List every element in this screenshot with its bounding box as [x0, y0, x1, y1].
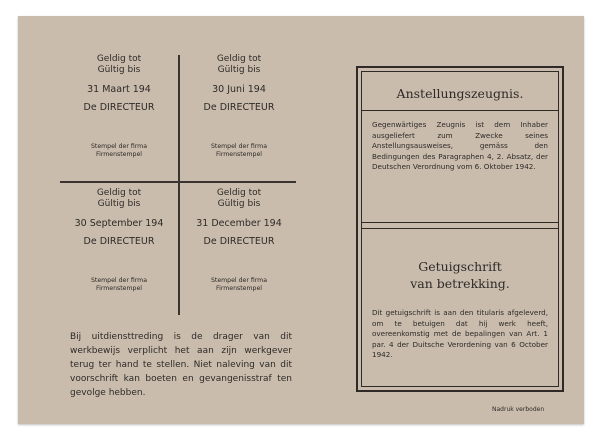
certificate-frame-inner	[361, 71, 559, 387]
validity-cell-q3	[60, 188, 178, 293]
title-rule	[362, 110, 558, 111]
stamp-label-de: Stempel der firma	[210, 143, 267, 150]
stamp-label-nl: Firmenstempel	[216, 285, 262, 292]
validity-date: 31 Maart 194	[87, 84, 151, 95]
director-label: De DIRECTEUR	[203, 236, 275, 247]
valid-until-de: Gültig bis	[97, 199, 141, 209]
valid-until-nl: Geldig tot	[216, 188, 262, 198]
grid-horizontal-divider	[60, 181, 296, 183]
section-rule	[362, 222, 558, 223]
stamp-label-de: Stempel der firma	[90, 143, 147, 150]
certificate-frame	[356, 66, 564, 392]
director-label: De DIRECTEUR	[203, 102, 275, 113]
section-rule	[362, 228, 558, 229]
work-certificate-card	[18, 16, 584, 424]
valid-until-nl: Geldig tot	[216, 54, 262, 64]
stamp-label-de: Stempel der firma	[210, 277, 267, 284]
validity-cell-q1	[60, 54, 178, 159]
dutch-title-line2: van betrekking.	[410, 276, 510, 291]
dutch-title	[362, 258, 558, 292]
return-notice: Bij uitdiensttreding is de drager van dit werkbewijs verplicht het aan zijn werkgever terug ter hand te stellen. Niet naleving van dit voorschrift kan boeten en gevangenisstraf ten gevolge hebben.	[70, 332, 292, 398]
stamp-label-nl: Firmenstempel	[96, 285, 142, 292]
stamp-label-nl: Firmenstempel	[96, 151, 142, 158]
dutch-text: Dit getuigschrift is aan den titularis afgeleverd, om te betuigen dat hij werk heeft, overeenkomstig met de bepalingen van Art. 1 par. 4 der Duitsche Verordening van 6 October 1942.	[372, 308, 548, 359]
valid-until-nl: Geldig tot	[96, 54, 142, 64]
german-text: Gegenwärtiges Zeugnis ist dem Inhaber ausgeliefert zum Zwecke seines Anstellungsausweises, gemäss den Bedingungen des Paragraphen 4, 2. Absatz, der Deutschen Verordnung vom 6. Oktober 1942.	[372, 120, 548, 171]
validity-cell-q4	[180, 188, 298, 293]
validity-date: 30 September 194	[74, 218, 164, 229]
valid-until-de: Gültig bis	[217, 199, 261, 209]
valid-until-de: Gültig bis	[217, 65, 261, 75]
imprint-notice: Nadruk verboden	[492, 406, 545, 413]
stamp-label-nl: Firmenstempel	[216, 151, 262, 158]
dutch-title-line1: Getuigschrift	[418, 259, 502, 274]
german-title: Anstellungszeugnis.	[396, 86, 524, 101]
validity-date: 31 December 194	[196, 218, 282, 229]
director-label: De DIRECTEUR	[83, 102, 155, 113]
stamp-label-de: Stempel der firma	[90, 277, 147, 284]
director-label: De DIRECTEUR	[83, 236, 155, 247]
valid-until-de: Gültig bis	[97, 65, 141, 75]
validity-cell-q2	[180, 54, 298, 159]
valid-until-nl: Geldig tot	[96, 188, 142, 198]
validity-date: 30 Juni 194	[212, 84, 266, 95]
